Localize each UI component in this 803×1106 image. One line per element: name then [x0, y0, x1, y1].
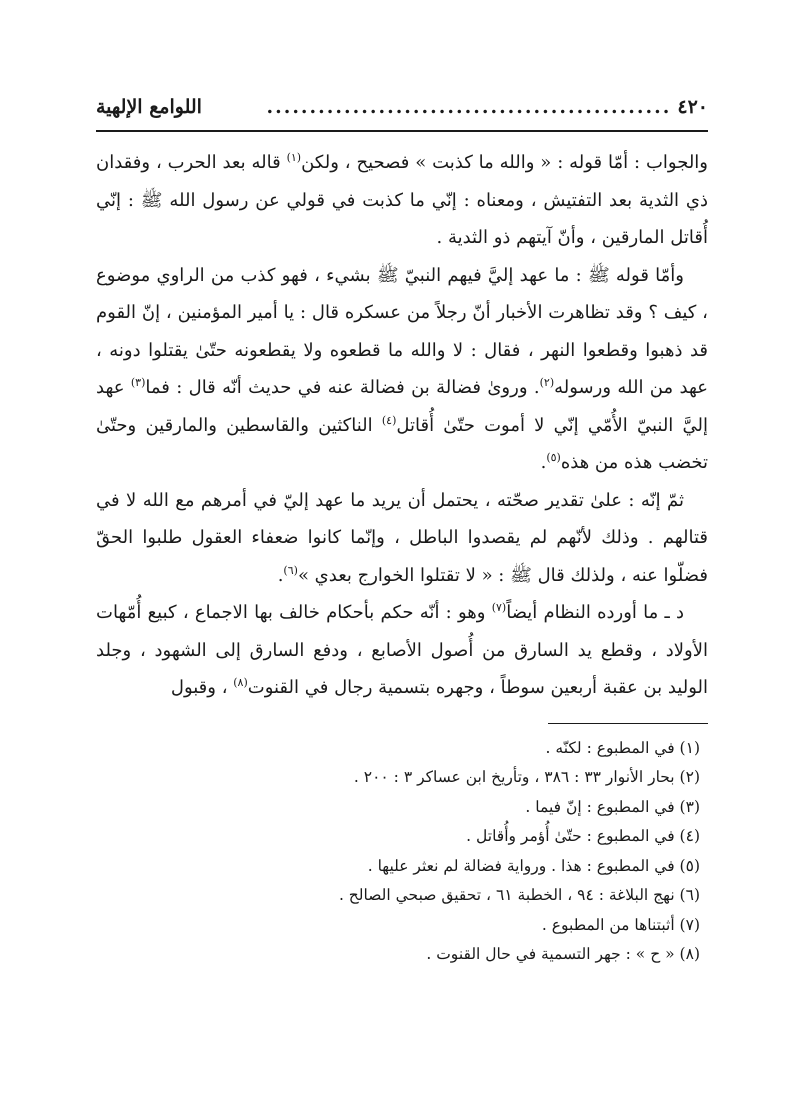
footnote: (٦) نهج البلاغة : ٩٤ ، الخطبة ٦١ ، تحقيق صبحي الصالح .: [338, 886, 700, 904]
book-page: [96, 96, 708, 970]
footnote: (٨) « ح » : جهر التسمية في حال القنوت .: [426, 945, 700, 963]
main-text: [96, 144, 708, 707]
footnote-marker: (٣): [130, 376, 146, 389]
footnote-marker: (٦): [283, 563, 298, 577]
footnote-marker: (١): [286, 151, 302, 164]
footnote: (٣) في المطبوع : إنّ فيما .: [525, 797, 700, 816]
paragraph: [96, 594, 708, 707]
text-run: د ـ ما أورده النظام أيضاً: [506, 602, 684, 623]
text-run: ثمّ إنّه : علىٰ تقدير صحّته ، يحتمل أن يريد ما عهد إليّ في أمرهم مع الله لا في قتالهم . وذلك لأنّهم لم يقصدوا الباطل ، وإنّما كانوا ضعفاء العقول طلبوا الحقّ فضلّوا عنه ، ولذلك قال ﷺ : « لا تقتلوا الخوارج بعدي »: [96, 489, 708, 586]
footnotes: [96, 734, 708, 970]
text-run: وأمّا قوله ﷺ : ما عهد إليَّ فيهم النبيّ ﷺ بشيء ، فهو كذب من الراوي موضوع ، كيف ؟ وقد تظاهرت الأخبار أنّ رجلاً من عسكره قال : يا أمير المؤمنين ، إنّ القوم قد ذهبوا وقطعوا النهر ، فقال : لا والله ما قطعوه ولا يقطعونه حتّىٰ يقتلوا دونه ، عهد من الله ورسوله: [96, 264, 708, 398]
footnote-separator: [548, 723, 708, 724]
text-run: .: [540, 452, 547, 473]
text-run: وهو : أنّه حكم بأحكام خالف بها الاجماع ، كبيع أُمّهات الأولاد ، وقطع يد السارق من أُصول الأصابع ، ودفع السارق إلى الشهود ، وجلد الوليد بن عقبة أربعين سوطاً ، وجهره بتسمية رجال في القنوت: [96, 602, 708, 698]
header-leader-dots: ...............................................: [266, 96, 672, 118]
footnote-marker: (٢): [539, 376, 555, 389]
running-title: اللوامع الإلهية: [96, 96, 202, 118]
footnote-marker: (٧): [491, 601, 507, 614]
footnote: (٧) أثبتناها من المطبوع .: [541, 915, 700, 934]
footnote-marker: (٨): [233, 676, 248, 689]
text-run: ، وقبول: [170, 677, 234, 698]
text-run: الناكثين والقاسطين والمارقين وحتّىٰ تخضب هذه من هذه: [96, 414, 708, 473]
footnote: (٥) في المطبوع : هذا . ورواية فضالة لم نعثر عليها .: [367, 856, 700, 875]
paragraph: [96, 144, 708, 257]
paragraph: [96, 257, 708, 482]
footnote: (٤) في المطبوع : حتّىٰ أُؤمر وأُقاتل .: [466, 827, 700, 845]
footnote: (١) في المطبوع : لكنّه .: [545, 738, 700, 757]
running-header: [96, 96, 708, 132]
text-run: . وروىٰ فضالة بن فضالة عنه في حديث أنّه قال : فما: [145, 377, 540, 398]
text-run: .: [277, 564, 284, 586]
page-number: ٤٢٠: [677, 96, 708, 118]
text-run: والجواب : أمّا قوله : « والله ما كذبت » فصحيح ، ولكن: [301, 152, 708, 173]
footnote: (٢) بحار الأنوار ٣٣ : ٣٨٦ ، وتأريخ ابن عساكر ٣ : ٢٠٠ .: [353, 768, 700, 786]
paragraph: [96, 482, 708, 595]
footnote-marker: (٤): [381, 413, 397, 427]
footnote-marker: (٥): [546, 451, 561, 464]
text-run: عهد إليَّ النبيّ الأُمّي إنّي لا أموت حتّىٰ أُقاتل: [96, 377, 708, 436]
text-run: قاله بعد الحرب ، وفقدان ذي الثدية بعد التفتيش ، ومعناه : إنّي ما كذبت في قولي عن رسول الله ﷺ : إنّي أُقاتل المارقين ، وأنّ آيتهم ذو الثدية .: [96, 152, 708, 248]
